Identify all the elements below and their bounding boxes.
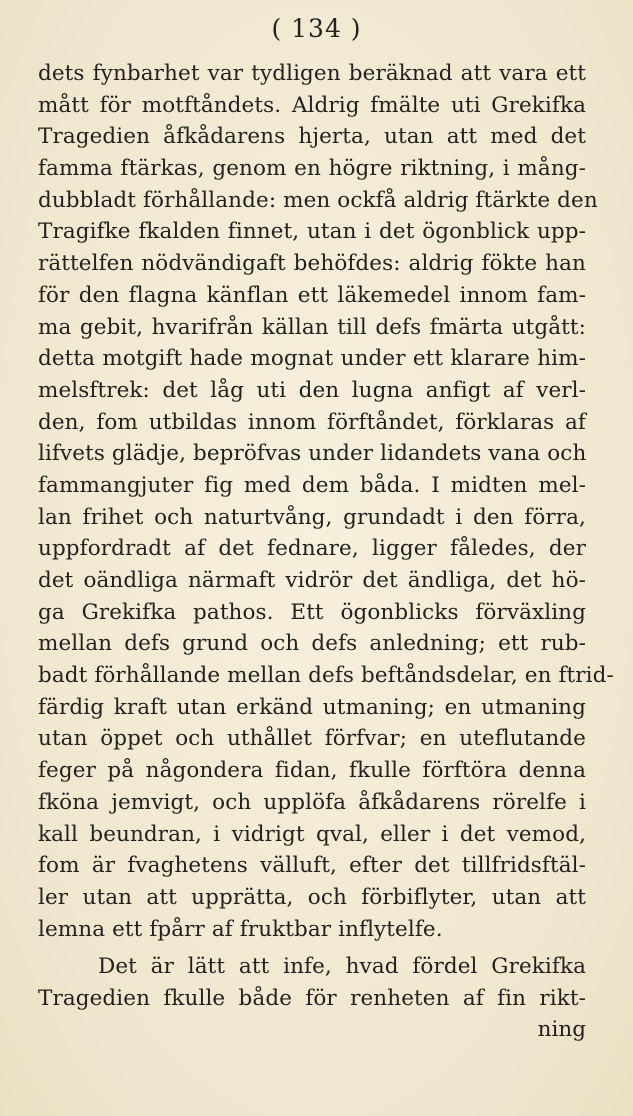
text-line: kall beundran, i vidrigt qval, eller i det vemod, xyxy=(38,821,586,847)
text-line: badt förhållande mellan defs beftåndsdelar, en ftrid- xyxy=(38,663,614,689)
text-line: mått för motftåndets. Aldrig fmälte uti Grekifka xyxy=(38,92,586,118)
text-line: lemna ett fpårr af fruktbar inflytelfe. xyxy=(38,916,443,942)
text-line: färdig kraft utan erkänd utmaning; en utmaning xyxy=(38,694,586,720)
text-line: utan öppet och uthållet förfvar; en uteflutande xyxy=(38,726,586,752)
text-line: mellan defs grund och defs anledning; ett rub- xyxy=(38,631,586,657)
text-line: melsftrek: det låg uti den lugna anfigt af verl- xyxy=(38,377,586,403)
text-line: den, fom utbildas innom förftåndet, förklaras af xyxy=(38,409,586,435)
page-number: ( 134 ) xyxy=(271,14,362,43)
text-line: fköna jemvigt, och upplöfa åfkådarens rörelfe i xyxy=(38,789,586,815)
text-line: lifvets glädje, bepröfvas under lidandets vana och xyxy=(38,441,587,467)
text-line: för den flagna känflan ett läkemedel innom fam- xyxy=(38,282,586,308)
text-line: fammangjuter fig med dem båda. I midten mel- xyxy=(38,472,586,498)
text-line: dets fynbarhet var tydligen beräknad att vara ett xyxy=(38,61,586,86)
text-line: rättelfen nödvändigaft behöfdes: aldrig fökte han xyxy=(38,251,586,277)
text-line: feger på någondera fidan, fkulle förftöra denna xyxy=(38,758,586,784)
text-line: fom är fvaghetens välluft, efter det tillfridsftäl- xyxy=(38,853,586,879)
text-line: dubbladt förhållande: men ockfå aldrig ftärkte den xyxy=(38,187,598,213)
text-line: famma ftärkas, genom en högre riktning, i mång- xyxy=(38,156,586,182)
text-line: lan frihet och naturtvång, grundadt i den förra, xyxy=(38,504,586,530)
text-line: ler utan att upprätta, och förbiflyter, utan att xyxy=(38,884,586,910)
text-line: uppfordradt af det fednare, ligger fåledes, der xyxy=(38,536,586,562)
text-line: Tragifke fkalden finnet, utan i det ögonblick upp- xyxy=(38,219,586,245)
text-line: det oändliga närmaft vidrör det ändliga, det hö- xyxy=(38,568,586,593)
text-line: ga Grekifka pathos. Ett ögonblicks förväxling xyxy=(38,599,586,625)
body-text xyxy=(38,58,614,1015)
text-line: detta motgift hade mognat under ett klarare him- xyxy=(38,346,586,372)
text-line: ma gebit, hvarifrån källan till defs fmärta utgått: xyxy=(38,314,586,340)
catchword: ning xyxy=(537,1017,586,1042)
text-line: Tragedien fkulle både för renheten af fin rikt- xyxy=(38,985,586,1011)
text-line: Tragedien åfkådarens hjerta, utan att med det xyxy=(38,124,586,150)
paragraph-start-line: Det är lätt att infe, hvad fördel Grekifka xyxy=(98,954,586,980)
